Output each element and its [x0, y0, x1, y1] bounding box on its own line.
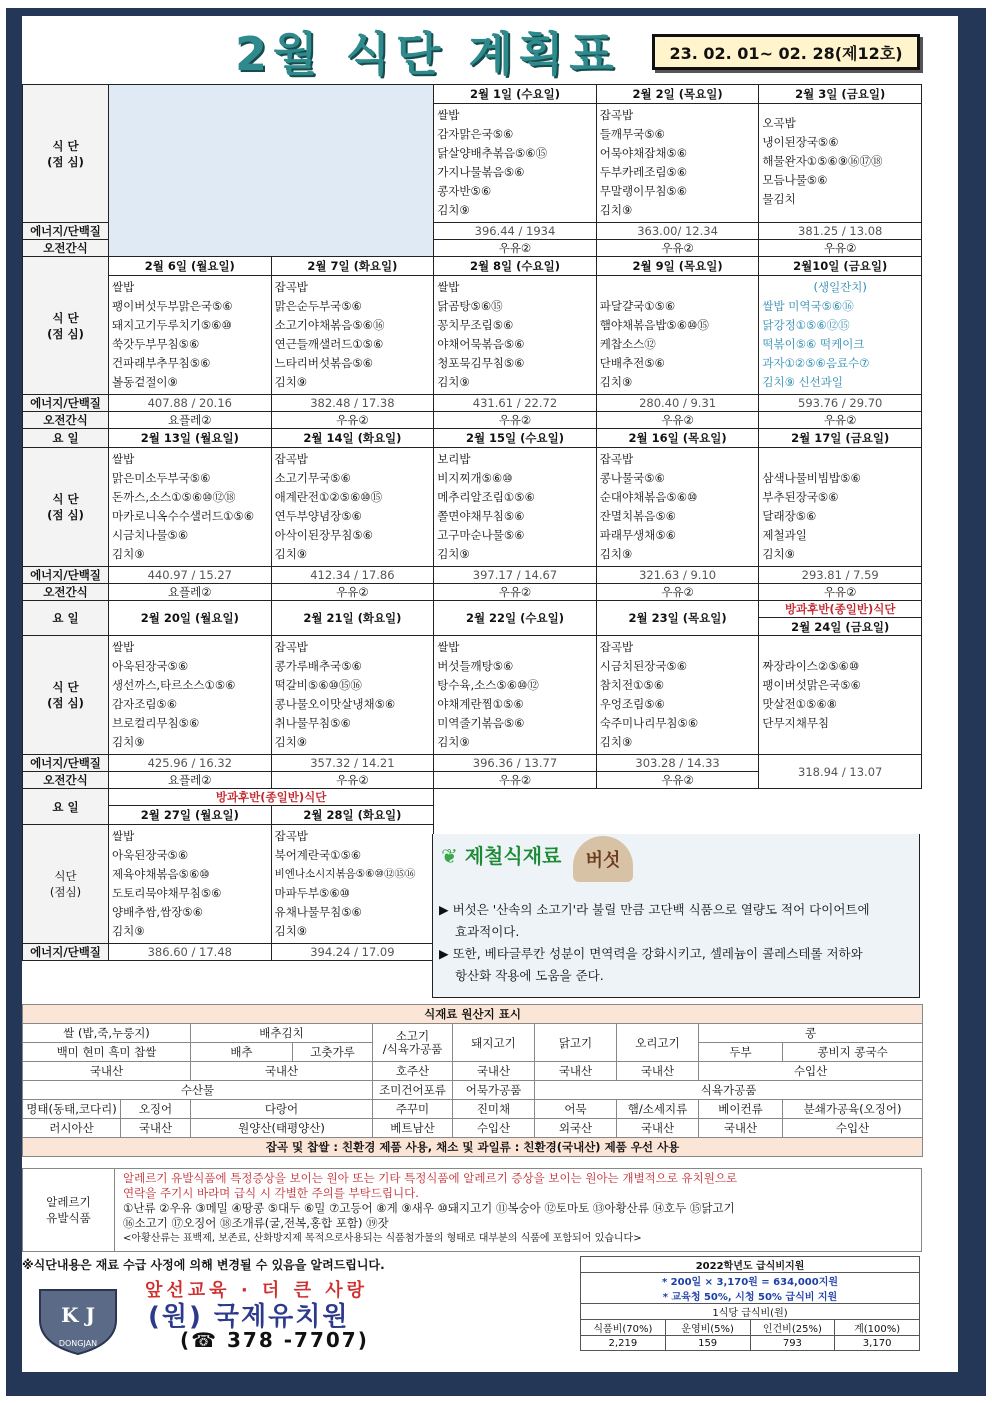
label-menu: 식 단 (점 심) [23, 448, 109, 567]
snack-cell: 우유② [759, 584, 922, 601]
page-title: 2월 식단 계획표 [235, 27, 620, 81]
energy-cell: 318.94 / 13.07 [759, 755, 922, 789]
origin-value: 국내산 [191, 1062, 373, 1081]
snack-cell: 우유② [271, 584, 434, 601]
origin-sub: 진미채 [453, 1100, 535, 1119]
label-snack: 오전간식 [23, 772, 109, 789]
origin-head: 수산물 [23, 1081, 373, 1100]
afterschool-note: 방과후반(종일반)식단 [109, 789, 434, 806]
origin-sub: 백미 현미 흑미 찹쌀 [23, 1043, 191, 1062]
menu-cell: 오곡밥 냉이된장국⑤⑥ 해물완자①⑤⑥⑨⑯⑰⑱ 모듬나물⑤⑥ 물김치 [759, 104, 922, 223]
menu-cell: 쌀밥 팽이버섯두부맑은국⑤⑥ 돼지고기두루치기⑤⑥⑩ 쑥갓두부무침⑤⑥ 건파래부추무침⑤⑥ 볼동겉절이⑨ [109, 276, 272, 395]
cost-line: * 교육청 50%, 시청 50% 급식비 지원 [581, 1288, 920, 1304]
origin-value: 국내산 [23, 1062, 191, 1081]
menu-cell: 파달걀국①⑤⑥ 햄야채볶음밥⑤⑥⑩⑮ 케찹소스⑫ 단배추전⑤⑥ 김치⑨ [596, 276, 759, 395]
phone-number: (☎ 378 -7707) [180, 1328, 369, 1352]
date-cell: 2월10일 (금요일) [759, 257, 922, 276]
logo-text: K J [61, 1303, 95, 1327]
menu-cell: 잡곡밥 북어계란국①⑤⑥ 비엔나소시지볶음⑤⑥⑩⑫⑮⑯ 마파두부⑤⑥⑩ 유채나물무침⑤⑥ 김치⑨ [271, 825, 434, 944]
date-cell: 2월 8일 (수요일) [434, 257, 597, 276]
origin-value: 원양산(태평양산) [191, 1119, 373, 1138]
date-cell: 2월 16일 (목요일) [596, 429, 759, 448]
menu-cell: 잡곡밥 콩나물국⑤⑥ 순대야채볶음⑤⑥⑩ 잔멸치볶음⑤⑥ 파래무생채⑤⑥ 김치⑨ [596, 448, 759, 567]
energy-cell: 357.32 / 14.21 [271, 755, 434, 772]
cost-value: 793 [750, 1336, 835, 1351]
date-cell: 2월 28일 (화요일) [271, 806, 434, 825]
origin-head: 오리고기 [617, 1024, 699, 1062]
menu-cell: 잡곡밥 소고기무국⑤⑥ 애계란전①②⑤⑥⑩⑮ 연두부양념장⑤⑥ 아삭이된장무침⑤⑥ 김치⑨ [271, 448, 434, 567]
slogan: 앞선교육 · 더 큰 사랑 [145, 1280, 369, 1301]
date-cell: 2월 15일 (수요일) [434, 429, 597, 448]
mushroom-image: 버섯 [573, 836, 633, 882]
origin-sub: 명태(동태,코다리) [23, 1100, 121, 1119]
date-cell: 2월 27일 (월요일) [109, 806, 272, 825]
origin-sub: 고춧가루 [293, 1043, 373, 1062]
snack-cell: 우유② [759, 240, 922, 257]
origin-sub: 배추 [191, 1043, 293, 1062]
origin-footer: 잡곡 및 찹쌀 : 친환경 제품 사용, 채소 및 과일류 : 친환경(국내산) 제품 우선 사용 [23, 1138, 923, 1157]
origin-value: 수입산 [699, 1062, 923, 1081]
logo-subtext: DONGJAN [58, 1339, 98, 1348]
cost-value: 3,170 [835, 1336, 920, 1351]
menu-cell: 쌀밥 버섯들깨탕⑤⑥ 탕수육,소스⑤⑥⑩⑫ 야채계란찜①⑤⑥ 미역줄기볶음⑤⑥ 김치⑨ [434, 636, 597, 755]
date-cell: 2월 2일 (목요일) [596, 85, 759, 104]
energy-cell: 440.97 / 15.27 [109, 567, 272, 584]
cost-title: 2022학년도 급식비지원 [581, 1257, 920, 1273]
date-cell: 2월 14일 (화요일) [271, 429, 434, 448]
energy-cell: 425.96 / 16.32 [109, 755, 272, 772]
menu-cell: 쌀밥 맑은미소두부국⑤⑥ 돈까스,소스①⑤⑥⑩⑫⑱ 마카로니옥수수샐러드①⑤⑥ 시금치나물⑤⑥ 김치⑨ [109, 448, 272, 567]
school-name: (원) 국제유치원 [148, 1302, 350, 1332]
energy-cell: 397.17 / 14.67 [434, 567, 597, 584]
seasonal-ingredient-box [432, 834, 920, 998]
energy-cell: 280.40 / 9.31 [596, 395, 759, 412]
menu-cell: 쌀밥 아욱된장국⑤⑥ 생선까스,타르소스①⑤⑥ 감자조림⑤⑥ 브로컬리무침⑤⑥ 김치⑨ [109, 636, 272, 755]
snack-cell: 우유② [596, 584, 759, 601]
cost-head: 운영비(5%) [665, 1320, 750, 1336]
origin-head: 배추김치 [191, 1024, 373, 1043]
allergy-label: 알레르기 유발식품 [23, 1169, 115, 1251]
origin-value: 러시아산 [23, 1119, 121, 1138]
snack-cell: 우유② [434, 772, 597, 789]
date-cell: 2월 21일 (화요일) [271, 601, 434, 636]
origin-title: 식재료 원산지 표시 [23, 1005, 923, 1024]
energy-cell: 363.00/ 12.34 [596, 223, 759, 240]
label-energy: 에너지/단백질 [23, 567, 109, 584]
origin-value: 국내산 [617, 1119, 699, 1138]
cost-value: 159 [665, 1336, 750, 1351]
energy-cell: 293.81 / 7.59 [759, 567, 922, 584]
menu-cell: 쌀밥 닭곰탕⑤⑥⑮ 꽁치무조림⑤⑥ 야채어묵볶음⑤⑥ 청포묵김무침⑤⑥ 김치⑨ [434, 276, 597, 395]
energy-cell: 396.36 / 13.77 [434, 755, 597, 772]
origin-sub: 콩비지 콩국수 [783, 1043, 923, 1062]
energy-cell: 396.44 / 1934 [434, 223, 597, 240]
date-cell: 2월 24일 (금요일) [759, 618, 922, 636]
energy-cell: 593.76 / 29.70 [759, 395, 922, 412]
label-day: 요 일 [23, 429, 109, 448]
menu-cell: 잡곡밥 콩가루배추국⑤⑥ 떡갈비⑤⑥⑩⑮⑯ 콩나물오이맛살냉채⑤⑥ 취나물무침⑤⑥ 김치⑨ [271, 636, 434, 755]
energy-cell: 321.63 / 9.10 [596, 567, 759, 584]
label-menu: 식단 (점심) [23, 825, 109, 944]
cost-value: 2,219 [581, 1336, 666, 1351]
energy-cell: 303.28 / 14.33 [596, 755, 759, 772]
origin-sub: 다랑어 [191, 1100, 373, 1119]
menu-cell: 쌀밥 아욱된장국⑤⑥ 제육야채볶음⑤⑥⑩ 도토리묵야채무침⑤⑥ 양배추쌈,쌈장⑤⑥ 김치⑨ [109, 825, 272, 944]
label-day: 요 일 [23, 789, 109, 825]
snack-cell: 우유② [434, 240, 597, 257]
origin-sub: 분쇄가공육(오징어) [783, 1100, 923, 1119]
feature-text: ▶ 또한, 베타글루칸 성분이 면역력을 강화시키고, 셀레늄이 콜레스테롤 저하와 [439, 946, 863, 961]
menu-cell: 잡곡밥 들깨무국⑤⑥ 어묵야채잡채⑤⑥ 두부카레조림⑤⑥ 무말랭이무침⑤⑥ 김치⑨ [596, 104, 759, 223]
menu-cell: 쌀밥 감자맑은국⑤⑥ 닭살양배추볶음⑤⑥⑮ 가지나물볶음⑤⑥ 콩자반⑤⑥ 김치⑨ [434, 104, 597, 223]
origin-value: 수입산 [453, 1119, 535, 1138]
blank-area [109, 85, 434, 257]
date-cell: 2월 23일 (목요일) [596, 601, 759, 636]
seasonal-tag: ❦ 제철식재료 [441, 844, 562, 868]
date-cell: 2월 9일 (목요일) [596, 257, 759, 276]
origin-head: 소고기 /식육가공품 [373, 1024, 453, 1062]
label-energy: 에너지/단백질 [23, 223, 109, 240]
kindergarten-logo [32, 1280, 124, 1356]
menu-cell: 짜장라이스②⑤⑥⑩ 팽이버섯맑은국⑤⑥ 맛살전①⑤⑥⑧ 단무지채무침 [759, 636, 922, 755]
menu-table [22, 84, 922, 961]
energy-cell: 381.25 / 13.08 [759, 223, 922, 240]
origin-head: 조미건어포류 [373, 1081, 453, 1100]
energy-cell: 394.24 / 17.09 [271, 944, 434, 961]
origin-sub: 두부 [699, 1043, 783, 1062]
origin-value: 국내산 [699, 1119, 783, 1138]
origin-sub: 오징어 [121, 1100, 191, 1119]
label-menu: 식 단 (점 심) [23, 257, 109, 395]
label-energy: 에너지/단백질 [23, 944, 109, 961]
meal-cost-table [580, 1256, 920, 1351]
label-menu: 식 단 (점 심) [23, 636, 109, 755]
origin-value: 베트남산 [373, 1119, 453, 1138]
date-cell: 2월 22일 (수요일) [434, 601, 597, 636]
change-notice: ※식단내용은 재료 수급 사정에 의해 변경될 수 있음을 알려드립니다. [22, 1258, 385, 1272]
date-cell: 2월 6일 (월요일) [109, 257, 272, 276]
label-energy: 에너지/단백질 [23, 755, 109, 772]
cost-line: * 200일 × 3,170원 = 634,000지원 [581, 1273, 920, 1289]
snack-cell: 요플레② [109, 584, 272, 601]
date-cell: 2월 1일 (수요일) [434, 85, 597, 104]
origin-value: 수입산 [783, 1119, 923, 1138]
feature-text: 항산화 작용에 도움을 준다. [455, 968, 604, 983]
snack-cell: 요플레② [109, 412, 272, 429]
cost-unit: 1식당 급식비(원) [581, 1304, 920, 1320]
energy-cell: 412.34 / 17.86 [271, 567, 434, 584]
date-cell: 2월 13일 (월요일) [109, 429, 272, 448]
label-snack: 오전간식 [23, 412, 109, 429]
origin-sub: 베이컨류 [699, 1100, 783, 1119]
date-cell: 2월 17일 (금요일) [759, 429, 922, 448]
feature-text: 효과적이다. [455, 924, 520, 939]
origin-sub: 햄/소세지류 [617, 1100, 699, 1119]
allergy-text: 알레르기 유발식품에 특정증상을 보이는 원아 또는 기타 특정식품에 알레르기 증상을 보이는 원아는 개별적으로 유치원으로 연락을 주기시 바라며 급식 시 각별한 주의를 부탁드립니다. ①난류 ②우유 ③메밀 ④땅콩 ⑤대두 ⑥밀 ⑦고등어 ⑧게 ⑨새우 ⑩돼지고기 ⑪복숭아 ⑫토마토 ⑬아황산류 ⑭호두 ⑮닭고기 ⑯소고기 ⑰오징어 ⑱조개류(굴,전복,홍합 포함) ⑲잣 <아황산류는 표백제, 보존료, 산화방지제 목적으로사용되는 식품첨가물의 형태로 대부분의 식품에 포함되어 있습니다> [123, 1171, 738, 1244]
origin-head: 돼지고기 [453, 1024, 535, 1062]
label-energy: 에너지/단백질 [23, 395, 109, 412]
birthday-menu-cell: (생일잔치) 쌀밥 미역국⑤⑥⑯ 닭강정①⑤⑥⑫⑮ 떡볶이⑤⑥ 떡케이크 과자①②⑤⑥음료수⑦ 김치⑨ 신선과일 [759, 276, 922, 395]
origin-head: 닭고기 [535, 1024, 617, 1062]
issue-badge: 23. 02. 01~ 02. 28(제12호) [652, 34, 920, 70]
energy-cell: 407.88 / 20.16 [109, 395, 272, 412]
snack-cell: 우유② [271, 772, 434, 789]
leaf-icon: ❦ [441, 844, 458, 868]
snack-cell: 우유② [434, 584, 597, 601]
origin-value: 국내산 [453, 1062, 535, 1081]
origin-value: 호주산 [373, 1062, 453, 1081]
date-cell: 2월 20일 (월요일) [109, 601, 272, 636]
allergy-box [22, 1168, 922, 1252]
origin-head: 쌀 (밥,죽,누룽지) [23, 1024, 191, 1043]
snack-cell: 우유② [271, 412, 434, 429]
cost-head: 인건비(25%) [750, 1320, 835, 1336]
origin-head: 식육가공품 [535, 1081, 923, 1100]
snack-cell: 우유② [596, 412, 759, 429]
snack-cell: 우유② [596, 240, 759, 257]
menu-cell: 삼색나물비빔밥⑤⑥ 부추된장국⑤⑥ 달래장⑤⑥ 제철과일 김치⑨ [759, 448, 922, 567]
origin-sub: 주꾸미 [373, 1100, 453, 1119]
snack-cell: 우유② [759, 412, 922, 429]
label-menu: 식 단 (점 심) [23, 85, 109, 223]
label-day: 요 일 [23, 601, 109, 636]
feature-text: ▶ 버섯은 '산속의 소고기'라 불릴 만큼 고단백 식품으로 열량도 적어 다이어트에 [439, 902, 870, 917]
origin-value: 국내산 [617, 1062, 699, 1081]
snack-cell: 요플레② [109, 772, 272, 789]
date-cell: 2월 3일 (금요일) [759, 85, 922, 104]
menu-cell: 잡곡밥 시금치된장국⑤⑥ 참치전①⑤⑥ 우엉조림⑤⑥ 숙주미나리무침⑤⑥ 김치⑨ [596, 636, 759, 755]
label-snack: 오전간식 [23, 584, 109, 601]
afterschool-note: 방과후반(종일반)식단 [759, 601, 922, 618]
cost-head: 계(100%) [835, 1320, 920, 1336]
cost-head: 식품비(70%) [581, 1320, 666, 1336]
date-cell: 2월 7일 (화요일) [271, 257, 434, 276]
energy-cell: 431.61 / 22.72 [434, 395, 597, 412]
energy-cell: 386.60 / 17.48 [109, 944, 272, 961]
menu-cell: 보리밥 비지찌개⑤⑥⑩ 메추리알조림①⑤⑥ 쫄면야채무침⑤⑥ 고구마순나물⑤⑥ 김치⑨ [434, 448, 597, 567]
origin-sub: 어묵 [535, 1100, 617, 1119]
origin-head: 콩 [699, 1024, 923, 1043]
menu-cell: 잡곡밥 맑은순두부국⑤⑥ 소고기야채볶음⑤⑥⑯ 연근들깨샐러드①⑤⑥ 느타리버섯볶음⑤⑥ 김치⑨ [271, 276, 434, 395]
origin-value: 외국산 [535, 1119, 617, 1138]
energy-cell: 382.48 / 17.38 [271, 395, 434, 412]
snack-cell: 우유② [596, 772, 759, 789]
origin-value: 국내산 [535, 1062, 617, 1081]
label-snack: 오전간식 [23, 240, 109, 257]
origin-value: 국내산 [121, 1119, 191, 1138]
snack-cell: 우유② [434, 412, 597, 429]
origin-head: 어묵가공품 [453, 1081, 535, 1100]
origin-table [22, 1004, 923, 1157]
